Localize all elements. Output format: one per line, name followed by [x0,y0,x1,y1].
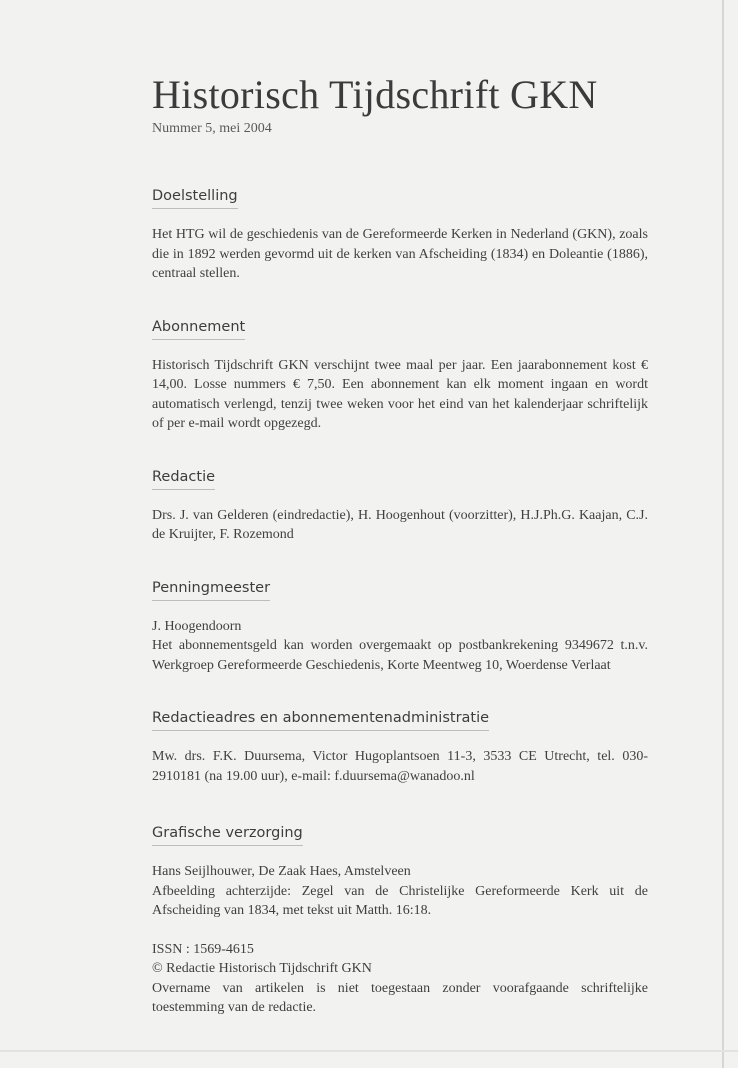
section-heading: Redactie [152,468,215,490]
section-penningmeester [152,579,648,676]
issue-subtitle: Nummer 5, mei 2004 [152,121,272,136]
section-text: Mw. drs. F.K. Duursema, Victor Hugoplantsoen 11-3, 3533 CE Utrecht, tel. 030-2910181 (na 19.00 uur), e-mail: f.duursema@wanadoo.nl [152,749,648,784]
section-heading: Redactieadres en abonnementenadministratie [152,709,489,731]
section-text: Het abonnementsgeld kan worden overgemaakt op postbankrekening 9349672 t.n.v. Werkgroep Gereformeerde Geschiedenis, Korte Meentweg 10, Woerdense Verlaat [152,638,648,673]
page-edge-right [722,0,724,1068]
section-text: Het HTG wil de geschiedenis van de Gereformeerde Kerken in Nederland (GKN), zoals die in 1892 werden gevormd uit de kerken van Afscheiding (1834) en Doleantie (1886), centraal stellen. [152,227,648,281]
issn-line: ISSN : 1569-4615 [152,941,254,957]
section-redactieadres [152,709,648,786]
page-title: Historisch Tijdschrift GKN [152,72,598,117]
section-text: Historisch Tijdschrift GKN verschijnt twee maal per jaar. Een jaarabonnement kost € 14,00. Losse nummers € 7,50. Een abonnement kan elk moment ingaan en wordt automatisch verlengd, tenzij twee weken voor het eind van het kalenderjaar schriftelijk of per e-mail wordt opgezegd. [152,357,648,431]
treasurer-name: J. Hoogendoorn [152,618,242,634]
designer-line: Hans Seijlhouwer, De Zaak Haes, Amstelveen [152,864,411,879]
section-text: Drs. J. van Gelderen (eindredactie), H. Hoogenhout (voorzitter), H.J.Ph.G. Kaajan, C.J. de Kruijter, F. Rozemond [152,507,648,542]
notice-text: Overname van artikelen is niet toegestaan zonder voorafgaande schriftelijke toestemming van de redactie. [152,980,648,1015]
section-heading: Doelstelling [152,187,238,209]
section-redactie [152,468,648,545]
copyright-line: © Redactie Historisch Tijdschrift GKN [152,961,372,976]
page-edge-bottom [0,1050,738,1052]
section-heading: Penningmeester [152,579,270,601]
section-heading: Abonnement [152,318,245,340]
content [152,72,648,1018]
section-text: Afbeelding achterzijde: Zegel van de Christelijke Gereformeerde Kerk uit de Afscheiding van 1834, met tekst uit Matth. 16:18. [152,883,648,918]
section-heading: Grafische verzorging [152,824,303,846]
section-abonnement [152,318,648,434]
section-grafische-verzorging [152,824,648,921]
colophon [152,940,648,1018]
section-doelstelling [152,187,648,284]
